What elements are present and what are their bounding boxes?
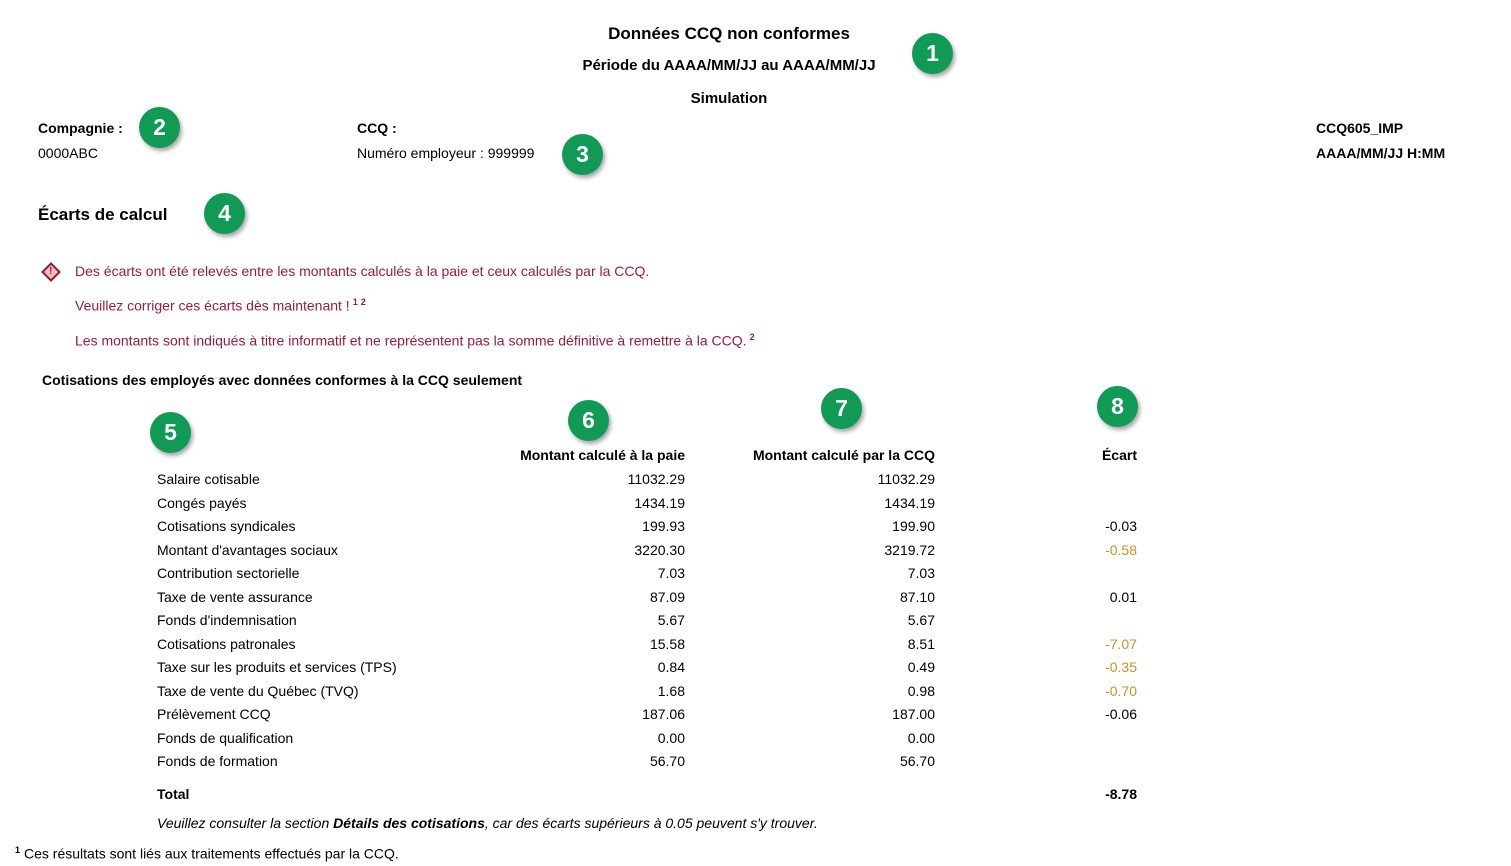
cell-ccq: 5.67 — [907, 612, 935, 628]
footnote-superscript: 1 — [15, 845, 21, 855]
table-header-row — [157, 442, 1137, 468]
report-code: CCQ605_IMP — [1316, 120, 1404, 136]
cell-paie: 199.93 — [642, 518, 685, 534]
column-header-empty — [157, 442, 500, 468]
ccq-block — [357, 120, 534, 161]
consult-note — [157, 813, 1137, 833]
cell-ecart: -0.03 — [1105, 518, 1137, 534]
cell-ecart: -7.07 — [1105, 635, 1137, 652]
page-title: Données CCQ non conformes — [608, 24, 850, 43]
consult-note-prefix: Veuillez consulter la section — [157, 814, 334, 831]
row-label: Prélèvement CCQ — [157, 706, 271, 722]
annotation-badge-1: 1 — [912, 33, 953, 74]
cell-paie: 1.68 — [657, 682, 685, 699]
table-row — [157, 703, 1137, 727]
cell-ccq: 7.03 — [907, 565, 935, 581]
table-row — [157, 633, 1137, 657]
cell-ecart: 0.01 — [1109, 588, 1137, 605]
report-period: Période du AAAA/MM/JJ au AAAA/MM/JJ — [582, 57, 876, 74]
cell-ecart — [935, 468, 1137, 492]
total-row — [157, 783, 1137, 805]
total-ccq — [685, 783, 935, 805]
warning-line-2-sup-2: 2 — [360, 297, 366, 307]
annotation-badge-5: 5 — [150, 412, 191, 453]
row-label: Cotisations syndicales — [157, 518, 296, 534]
total-paie — [500, 783, 685, 805]
warning-line-3-sup: 2 — [749, 331, 755, 342]
table-row — [157, 515, 1137, 539]
row-label: Taxe sur les produits et services (TPS) — [157, 659, 397, 675]
cell-ecart: -0.35 — [1105, 659, 1137, 675]
employer-number: Numéro employeur : 999999 — [357, 145, 535, 161]
company-value: 0000ABC — [38, 145, 98, 161]
warning-text — [75, 263, 755, 363]
row-label: Salaire cotisable — [157, 471, 260, 487]
cell-ccq: 3219.72 — [884, 541, 935, 558]
cell-ecart — [935, 727, 1137, 751]
warning-line-3 — [75, 329, 755, 349]
table-row — [157, 609, 1137, 633]
cell-ecart — [935, 609, 1137, 633]
cell-ecart — [935, 492, 1137, 516]
cell-paie: 11032.29 — [627, 471, 685, 487]
cell-ccq: 8.51 — [907, 635, 935, 652]
row-label: Montant d'avantages sociaux — [157, 541, 338, 558]
row-label: Fonds de formation — [157, 753, 278, 769]
cell-paie: 0.84 — [657, 659, 685, 675]
cell-ccq: 1434.19 — [884, 494, 935, 511]
table-row — [157, 586, 1137, 610]
cell-ccq: 187.00 — [892, 706, 935, 722]
warning-line-2-sup-1: 1 — [352, 297, 358, 307]
cell-ccq: 87.10 — [899, 588, 935, 605]
cell-paie: 15.58 — [649, 635, 685, 652]
warning-line-1-text: Des écarts ont été relevés entre les montants calculés à la paie et ceux calculés par la CCQ. — [75, 263, 650, 279]
row-label: Congés payés — [157, 494, 247, 511]
cell-ccq: 199.90 — [892, 518, 935, 534]
row-label: Cotisations patronales — [157, 635, 296, 652]
total-ecart: -8.78 — [1105, 785, 1137, 802]
table-row — [157, 562, 1137, 586]
annotation-badge-6: 6 — [568, 400, 609, 441]
warning-diamond-icon — [41, 262, 61, 282]
table-row — [157, 750, 1137, 774]
cell-ccq: 11032.29 — [877, 471, 935, 487]
cell-paie: 56.70 — [649, 753, 685, 769]
warning-icon-glyph: ! — [49, 266, 53, 277]
cell-ecart: -0.70 — [1105, 682, 1137, 699]
total-label: Total — [157, 785, 190, 802]
column-header-paie: Montant calculé à la paie — [520, 447, 685, 463]
row-label: Contribution sectorielle — [157, 565, 300, 581]
warning-line-3-text: Les montants sont indiqués à titre informatif et ne représentent pas la somme définitive à remettre à la CCQ. — [75, 332, 747, 349]
cell-paie: 187.06 — [642, 706, 685, 722]
consult-note-bold: Détails des cotisations — [333, 814, 485, 831]
cell-ecart — [935, 562, 1137, 586]
table-row — [157, 468, 1137, 492]
contributions-table — [157, 442, 1137, 833]
cell-paie: 87.09 — [649, 588, 685, 605]
report-header — [0, 24, 1458, 107]
warning-block — [44, 263, 755, 363]
annotation-badge-8: 8 — [1097, 386, 1138, 427]
table-row — [157, 727, 1137, 751]
cell-paie: 5.67 — [657, 612, 685, 628]
consult-note-suffix: , car des écarts supérieurs à 0.05 peuvent s'y trouver. — [484, 814, 818, 831]
warning-line-2-text: Veuillez corriger ces écarts dès maintenant ! — [75, 297, 350, 314]
cell-ccq: 0.98 — [907, 682, 935, 699]
cell-paie: 0.00 — [657, 729, 685, 746]
annotation-badge-4: 4 — [204, 193, 245, 234]
cell-ccq: 0.00 — [907, 729, 935, 746]
annotation-badge-2: 2 — [139, 107, 180, 148]
warning-line-2 — [75, 294, 755, 314]
company-block — [38, 120, 123, 161]
cell-ecart: -0.58 — [1105, 541, 1137, 558]
warning-line-1 — [75, 263, 755, 279]
section-title: Écarts de calcul — [38, 205, 168, 224]
table-caption: Cotisations des employés avec données conformes à la CCQ seulement — [42, 372, 523, 388]
footnote-text: Ces résultats sont liés aux traitements effectués par la CCQ. — [24, 845, 399, 862]
cell-paie: 3220.30 — [634, 541, 685, 558]
ccq-label: CCQ : — [357, 120, 397, 136]
row-label: Taxe de vente assurance — [157, 588, 313, 605]
annotation-badge-3: 3 — [562, 134, 603, 175]
table-row — [157, 492, 1137, 516]
cell-ecart — [935, 750, 1137, 774]
table-row — [157, 656, 1137, 680]
report-meta-block — [1316, 120, 1445, 161]
table-row — [157, 680, 1137, 704]
cell-paie: 1434.19 — [634, 494, 685, 511]
table-row — [157, 539, 1137, 563]
cell-paie: 7.03 — [657, 565, 685, 581]
row-label: Taxe de vente du Québec (TVQ) — [157, 682, 359, 699]
column-header-ccq: Montant calculé par la CCQ — [752, 447, 935, 463]
report-datetime: AAAA/MM/JJ H:MM — [1316, 145, 1446, 161]
row-label: Fonds de qualification — [157, 729, 294, 746]
report-mode: Simulation — [690, 90, 768, 107]
cell-ccq: 56.70 — [899, 753, 935, 769]
company-label: Compagnie : — [38, 120, 123, 136]
cell-ecart: -0.06 — [1105, 706, 1137, 722]
footnote — [15, 845, 399, 862]
row-label: Fonds d'indemnisation — [157, 612, 297, 628]
annotation-badge-7: 7 — [821, 388, 862, 429]
column-header-ecart: Écart — [1101, 447, 1137, 463]
cell-ccq: 0.49 — [907, 659, 935, 675]
